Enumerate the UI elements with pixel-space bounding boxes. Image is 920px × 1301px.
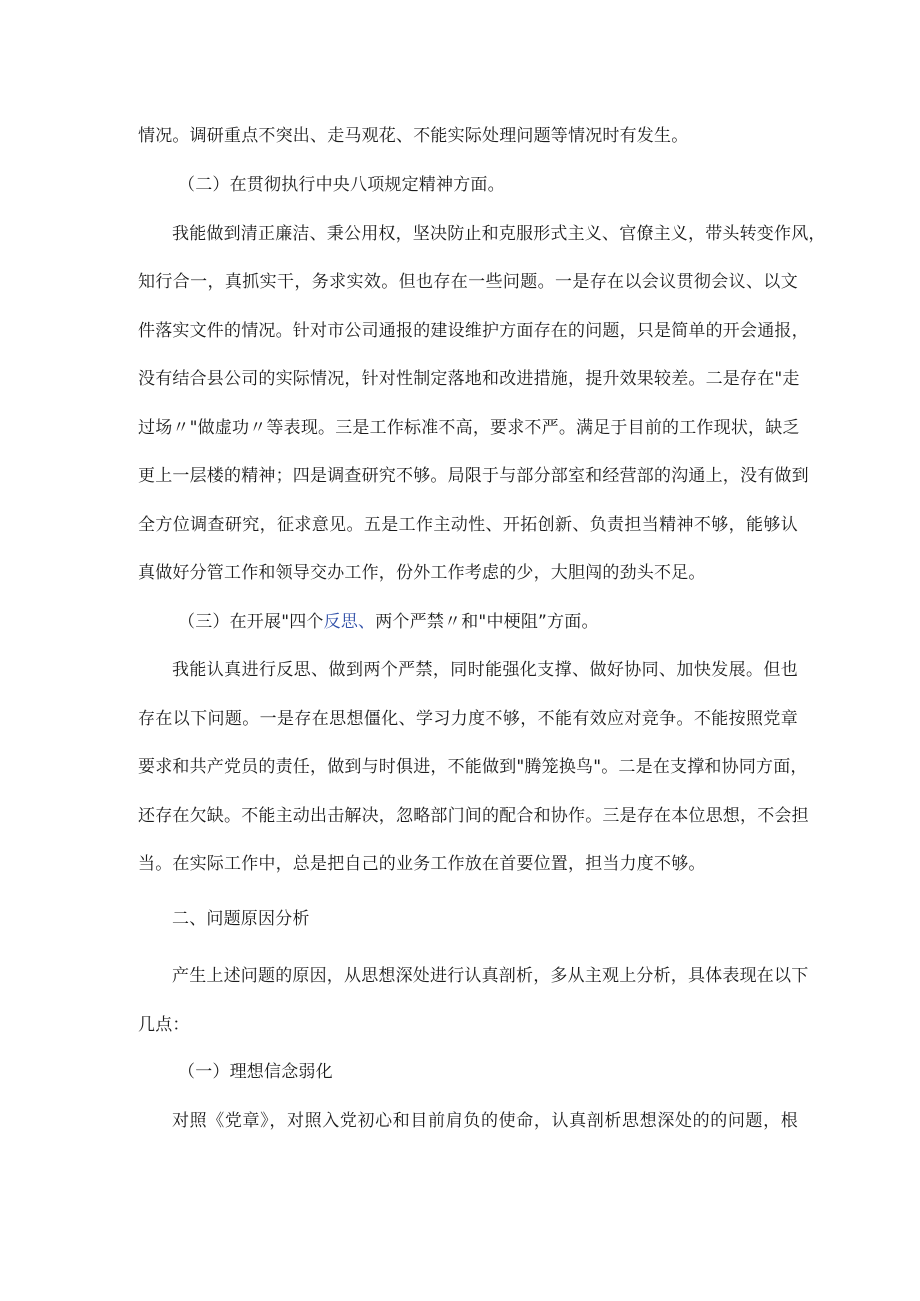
text-line: 真做好分管工作和领导交办工作，份外工作考虑的少，大胆闯的劲头不足。: [138, 563, 706, 583]
text-line: 情况。调研重点不突出、走马观花、不能实际处理问题等情况时有发生。: [138, 126, 689, 146]
heading-text: （三）在开展"四个: [178, 612, 324, 632]
section-heading: （一）理想信念弱化: [178, 1062, 333, 1082]
text-line: 更上一层楼的精神；四是调查研究不够。局限于与部分部室和经营部的沟通上，没有做到: [138, 466, 809, 486]
heading-highlight: 反思、: [323, 612, 376, 632]
section-heading: （二）在贯彻执行中央八项规定精神方面。: [178, 175, 505, 195]
text-line: 我能做到清正廉洁、秉公用权，坚决防止和克服形式主义、官僚主义，带头转变作风，: [172, 224, 826, 244]
text-line: 还存在欠缺。不能主动出击解决，忽略部门间的配合和协作。三是存在本位思想，不会担: [138, 806, 809, 826]
text-line: 当。在实际工作中，总是把自己的业务工作放在首要位置，担当力度不够。: [138, 854, 706, 874]
text-line: 没有结合县公司的实际情况，针对性制定落地和改进措施，提升效果较差。二是存在"走: [138, 369, 800, 389]
text-line: 我能认真进行反思、做到两个严禁，同时能强化支撑、做好协同、加快发展。但也: [172, 660, 798, 680]
text-line: 知行合一，真抓实干，务求实效。但也存在一些问题。一是存在以会议贯彻会议、以文: [138, 272, 798, 292]
text-line: 产生上述问题的原因，从思想深处进行认真剖析，多从主观上分析，具体表现在以下: [172, 966, 809, 986]
section-heading: [178, 612, 798, 632]
text-line: 对照《党章》，对照入党初心和目前肩负的使命，认真剖析思想深处的的问题，根: [172, 1111, 798, 1131]
heading-text: 两个严禁〃和"中梗阻”方面。: [375, 612, 599, 632]
text-line: 件落实文件的情况。针对市公司通报的建设维护方面存在的问题，只是简单的开会通报，: [138, 321, 809, 341]
text-line: 过场〃"做虚功〃等表现。三是工作标准不高，要求不严。满足于目前的工作现状，缺乏: [138, 418, 800, 438]
text-line: 几点：: [138, 1015, 190, 1035]
section-heading: 二、问题原因分析: [172, 909, 310, 929]
text-line: 存在以下问题。一是存在思想僵化、学习力度不够，不能有效应对竞争。不能按照党章: [138, 709, 798, 729]
text-line: 要求和共产党员的责任，做到与时俱进，不能做到"腾笼换鸟"。二是在支撑和协同方面，: [138, 757, 808, 777]
text-line: 全方位调查研究，征求意见。五是工作主动性、开拓创新、负责担当精神不够，能够认: [138, 515, 798, 535]
